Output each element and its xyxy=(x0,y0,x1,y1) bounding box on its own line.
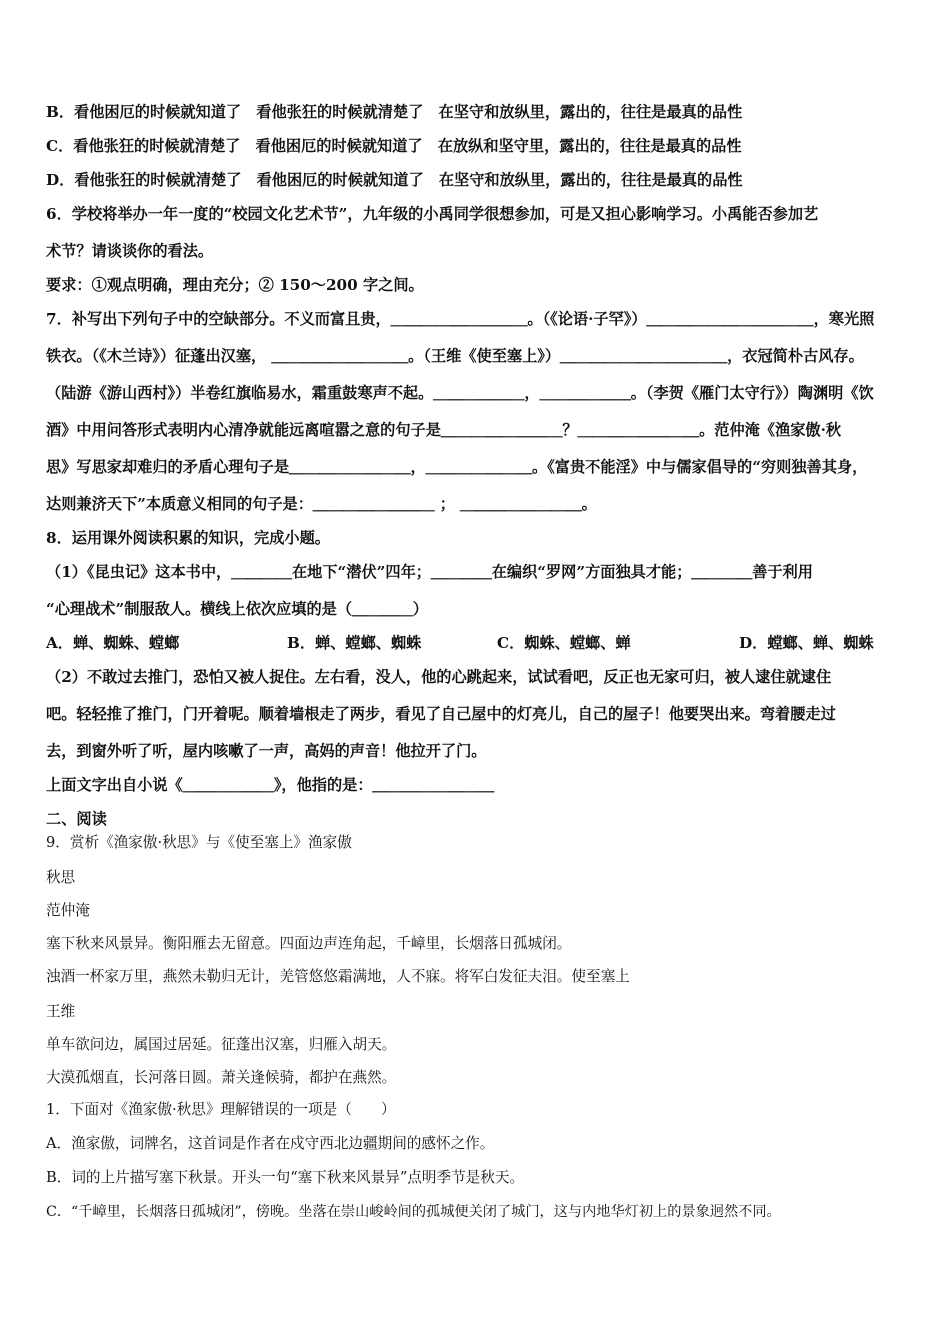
q7-line-4: 酒》中用问答形式表明内心清净就能远离喧嚣之意的句子是＿＿＿＿＿＿＿＿？＿＿＿＿＿＿＿＿。范仲淹《渔家傲·秋 xyxy=(46,421,842,439)
q8-option-c: C．蜘蛛、螳螂、蝉 xyxy=(497,634,631,652)
poem2-author: 王维 xyxy=(46,1003,76,1020)
q8-part2-line-1: （2）不敢过去推门，恐怕又被人捉住。左右看，没人，他的心跳起来，试试看吧，反正也无家可归，被人逮住就逮住 xyxy=(46,668,832,686)
q7-line-5: 思》写思家却难归的矛盾心理句子是＿＿＿＿＿＿＿＿，＿＿＿＿＿＿＿。《富贵不能淫》中与儒家倡导的“穷则独善其身， xyxy=(46,458,868,476)
poem1-title: 秋思 xyxy=(46,869,76,886)
q5-option-b: B．看他困厄的时候就知道了 看他张狂的时候就清楚了 在坚守和放纵里，露出的，往往是最真的品性 xyxy=(46,103,743,121)
q7-line-3: （陆游《游山西村》）半卷红旗临易水，霜重鼓寒声不起。＿＿＿＿＿＿，＿＿＿＿＿＿。（李贺《雁门太守行》）陶渊明《饮 xyxy=(46,384,874,402)
q6-requirement: 要求：①观点明确，理由充分；② 150～200 字之间。 xyxy=(46,276,424,294)
q7-line-1: 7．补写出下列句子中的空缺部分。不义而富且贵，＿＿＿＿＿＿＿＿＿。（《论语·子罕》）＿＿＿＿＿＿＿＿＿＿＿，寒光照 xyxy=(46,310,875,328)
poem2-line-2: 大漠孤烟直，长河落日圆。萧关逢候骑，都护在燕然。 xyxy=(46,1069,397,1086)
q8-part2-line-2: 吧。轻轻推了推门，门开着呢。顺着墙根走了两步，看见了自己屋中的灯亮儿，自己的屋子！他要哭出来。弯着腰走过 xyxy=(46,705,836,723)
q9-sub1-option-b: B．词的上片描写塞下秋景。开头一句“塞下秋来风景异”点明季节是秋天。 xyxy=(46,1169,525,1186)
q8-option-b: B．蝉、螳螂、蜘蛛 xyxy=(287,634,422,652)
q7-line-6: 达则兼济天下”本质意义相同的句子是：＿＿＿＿＿＿＿＿ ； ＿＿＿＿＿＿＿＿。 xyxy=(46,495,597,513)
q9-sub1-option-c: C．“千嶂里，长烟落日孤城闭”，傍晚。坐落在崇山峻岭间的孤城便关闭了城门，这与内地华灯初上的景象迥然不同。 xyxy=(46,1204,781,1220)
q8-part2-line-3: 去，到窗外听了听，屋内咳嗽了一声，高妈的声音！他拉开了门。 xyxy=(46,742,487,760)
q8-part2-question: 上面文字出自小说《＿＿＿＿＿＿》，他指的是：＿＿＿＿＿＿＿＿ xyxy=(46,776,495,794)
q7-line-2: 铁衣。（《木兰诗》）征蓬出汉塞， ＿＿＿＿＿＿＿＿＿。（王维《使至塞上》）＿＿＿＿＿＿＿＿＿＿＿，衣冠简朴古风存。 xyxy=(46,347,864,365)
q8-part1-line-2: “心理战术”制服敌人。横线上依次应填的是（＿＿＿＿） xyxy=(46,600,428,618)
q9-sub1-option-a: A．渔家傲，词牌名，这首词是作者在戍守西北边疆期间的感怀之作。 xyxy=(46,1135,495,1152)
q5-option-d: D．看他张狂的时候就清楚了 看他困厄的时候就知道了 在坚守和放纵里，露出的，往往是最真的品性 xyxy=(46,171,743,189)
q9-title: 9．赏析《渔家傲·秋思》与《使至塞上》渔家傲 xyxy=(46,834,352,851)
poem1-author: 范仲淹 xyxy=(46,902,90,919)
poem1-line-1: 塞下秋来风景异。衡阳雁去无留意。四面边声连角起，千嶂里，长烟落日孤城闭。 xyxy=(46,935,572,952)
q8-title: 8．运用课外阅读积累的知识，完成小题。 xyxy=(46,529,330,547)
q8-option-a: A．蝉、蜘蛛、螳螂 xyxy=(46,634,180,652)
q6-line-2: 术节？请谈谈你的看法。 xyxy=(46,242,214,260)
q8-part1-line-1: （1）《昆虫记》这本书中，＿＿＿＿在地下“潜伏”四年；＿＿＿＿在编织“罗网”方面独具才能；＿＿＿＿善于利用 xyxy=(46,563,813,581)
poem1-line-2: 浊酒一杯家万里，燕然未勒归无计，羌管悠悠霜满地，人不寐。将军白发征夫泪。使至塞上 xyxy=(46,968,630,985)
poem2-line-1: 单车欲问边，属国过居延。征蓬出汉塞，归雁入胡天。 xyxy=(46,1036,397,1053)
section-heading-reading: 二、阅读 xyxy=(46,810,107,828)
q6-line-1: 6．学校将举办一年一度的“校园文化艺术节”，九年级的小禹同学很想参加，可是又担心影响学习。小禹能否参加艺 xyxy=(46,205,819,223)
q9-sub1: 1．下面对《渔家傲·秋思》理解错误的一项是（ ） xyxy=(46,1101,396,1118)
q8-option-d: D．螳螂、蝉、蜘蛛 xyxy=(739,634,874,652)
q5-option-c: C．看他张狂的时候就清楚了 看他困厄的时候就知道了 在放纵和坚守里，露出的，往往是最真的品性 xyxy=(46,137,742,155)
